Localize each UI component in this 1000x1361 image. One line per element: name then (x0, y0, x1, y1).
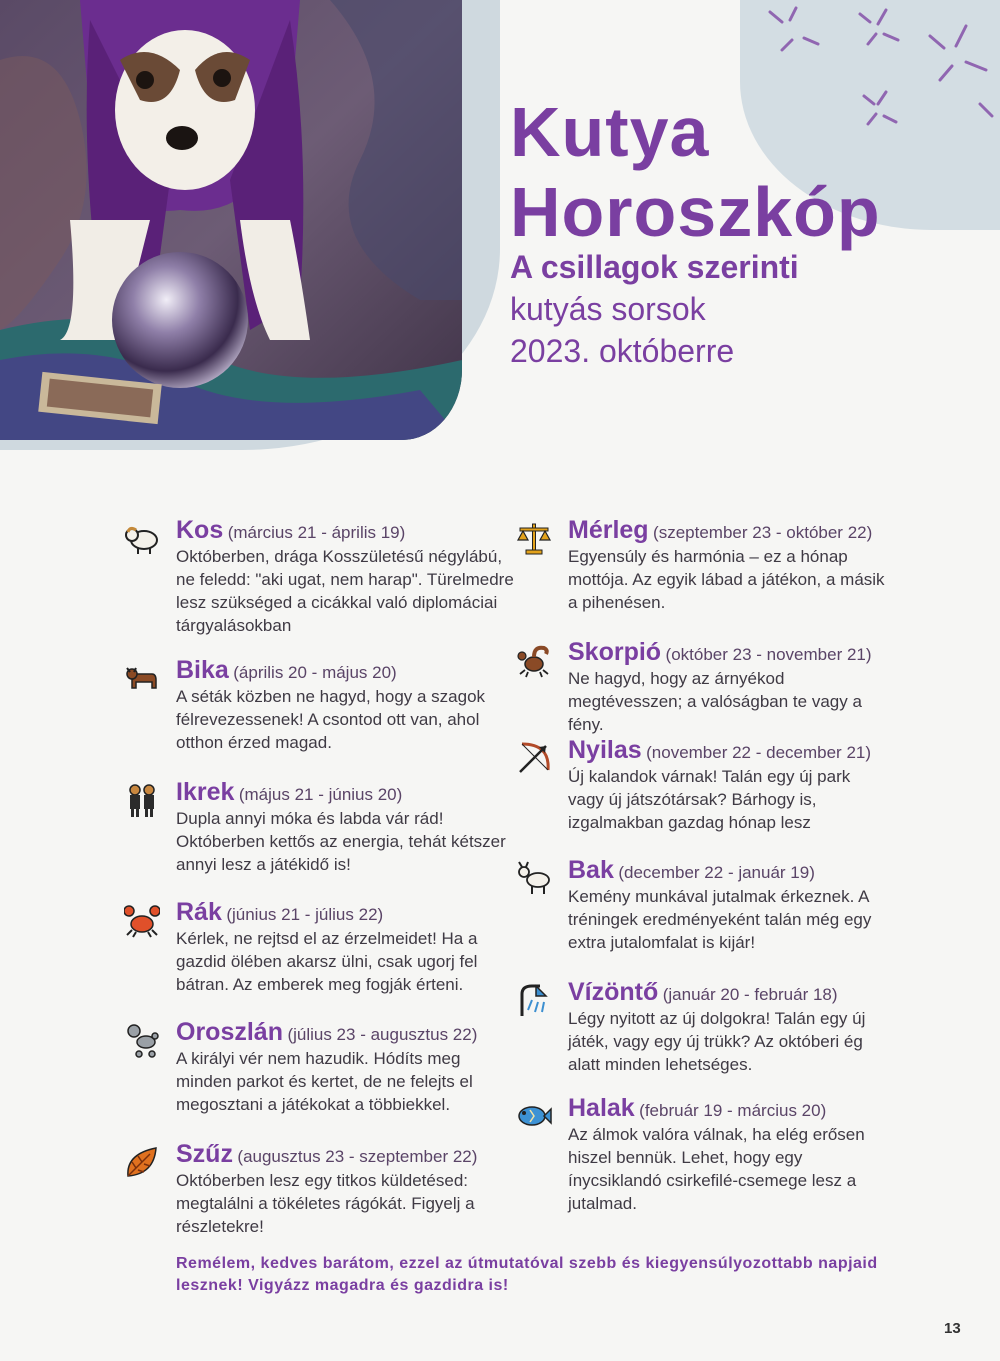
sign-text: Kemény munkával jutalmak érkeznek. A tréningek eredményeként talán még egy extra jutalomfalat is kijár! (568, 887, 872, 952)
sign-dates: (december 22 - január 19) (618, 863, 815, 882)
sign-entry-rak (176, 898, 516, 1018)
sign-entry-ikrek (176, 778, 516, 898)
sign-entry-halak (568, 1094, 888, 1215)
sign-dates: (szeptember 23 - október 22) (653, 523, 873, 542)
sign-text: Októberben, drága Kosszületésű négylábú, ne feledd: "aki ugat, nem harap". Türelmedre lesz szükséged a cicákkal való diplomáciai tárgyalásokban (176, 547, 514, 635)
sign-entry-vizonto (568, 978, 888, 1094)
ox-icon (124, 660, 160, 696)
sign-text: Az álmok valóra válnak, ha elég erősen hiszel bennük. Lehet, hogy egy ínycsiklandó csirkefilé-csemege lesz a jutalmad. (568, 1125, 865, 1213)
sign-entry-szuz (176, 1140, 516, 1238)
sign-name: Kos (176, 516, 224, 544)
sign-text: Dupla annyi móka és labda vár rád! Októberben kettős az energia, tehát kétszer annyi lesz a játékidő is! (176, 809, 506, 874)
sign-entry-skorpio (568, 638, 888, 736)
title-line-2: Horoszkóp (510, 173, 881, 251)
sign-text: Ne hagyd, hogy az árnyékod megtévesszen; a valóságban te vagy a fény. (568, 669, 862, 734)
sign-text: Októberben lesz egy titkos küldetésed: megtalálni a tökéletes rágókát. Figyelj a részletekre! (176, 1171, 475, 1236)
page-title (510, 92, 881, 252)
page-subtitle (510, 246, 799, 372)
sign-text: A séták közben ne hagyd, hogy a szagok félrevezessenek! A csontod ott van, ahol otthon érzed magad. (176, 687, 486, 752)
sign-entry-nyilas (568, 736, 888, 856)
signs-column-left (176, 516, 516, 1238)
bow-arrow-icon (516, 740, 552, 776)
sign-dates: (május 21 - június 20) (238, 785, 403, 804)
scorpion-icon (516, 642, 552, 678)
sign-text: Új kalandok várnak! Talán egy új park vagy új játszótársak? Bárhogy is, izgalmakban gazdag hónap lesz (568, 767, 851, 832)
fish-icon (516, 1098, 552, 1134)
sign-text: Kérlek, ne rejtsd el az érzelmeidet! Ha a gazdid ölében akarsz ülni, csak ugorj fel bátran. Az emberek meg fogják érteni. (176, 929, 478, 994)
dog-fortune-teller-photo (0, 0, 462, 440)
ram-icon (124, 520, 160, 556)
sign-entry-bak (568, 856, 888, 978)
sign-text: Egyensúly és harmónia – ez a hónap mottója. Az egyik lábad a játékon, a másik a pihenésen. (568, 547, 885, 612)
sign-text: Légy nyitott az új dolgokra! Talán egy új játék, vagy egy új trükk? Az októberi ég alatt minden lehetséges. (568, 1009, 866, 1074)
sign-entry-merleg (568, 516, 888, 638)
twins-icon (124, 782, 160, 818)
sign-dates: (március 21 - április 19) (227, 523, 406, 542)
sign-name: Bika (176, 656, 229, 684)
sign-entry-kos (176, 516, 516, 656)
sign-name: Skorpió (568, 638, 662, 666)
sign-name: Nyilas (568, 736, 642, 764)
title-line-1: Kutya (510, 93, 710, 171)
poodle-icon (124, 1022, 160, 1058)
closing-message: Remélem, kedves barátom, ezzel az útmutatóval szebb és kiegyensúlyozottabb napjaid lesznek! Vigyázz magadra és gazdidra is! (176, 1255, 878, 1294)
sign-dates: (november 22 - december 21) (646, 743, 872, 762)
sign-dates: (február 19 - március 20) (639, 1101, 827, 1120)
sign-name: Vízöntő (568, 978, 659, 1006)
shower-icon (516, 982, 552, 1018)
sign-name: Rák (176, 898, 222, 926)
sign-name: Mérleg (568, 516, 649, 544)
sign-entry-bika (176, 656, 516, 778)
subtitle-line-2: kutyás sorsok (510, 291, 706, 327)
sign-name: Bak (568, 856, 614, 884)
page-number: 13 (944, 1320, 961, 1337)
sign-text: A királyi vér nem hazudik. Hódíts meg minden parkot és kertet, de ne felejts el megosztani a játékokat a többiekkel. (176, 1049, 473, 1114)
sign-dates: (augusztus 23 - szeptember 22) (237, 1147, 478, 1166)
sign-dates: (június 21 - július 22) (226, 905, 384, 924)
sign-name: Szűz (176, 1140, 233, 1168)
subtitle-line-3: 2023. októberre (510, 333, 735, 369)
sign-dates: (január 20 - február 18) (662, 985, 838, 1004)
sign-dates: (április 20 - május 20) (233, 663, 397, 682)
sign-name: Ikrek (176, 778, 235, 806)
sign-entry-oroszlan (176, 1018, 516, 1140)
subtitle-line-1: A csillagok szerinti (510, 249, 799, 285)
signs-column-right (568, 516, 888, 1215)
sign-dates: (július 23 - augusztus 22) (287, 1025, 478, 1044)
goat-icon (516, 860, 552, 896)
leaf-icon (124, 1144, 160, 1180)
sign-name: Halak (568, 1094, 635, 1122)
balance-scale-icon (516, 520, 552, 556)
crab-icon (124, 902, 160, 938)
sign-dates: (október 23 - november 21) (665, 645, 872, 664)
sign-name: Oroszlán (176, 1018, 283, 1046)
